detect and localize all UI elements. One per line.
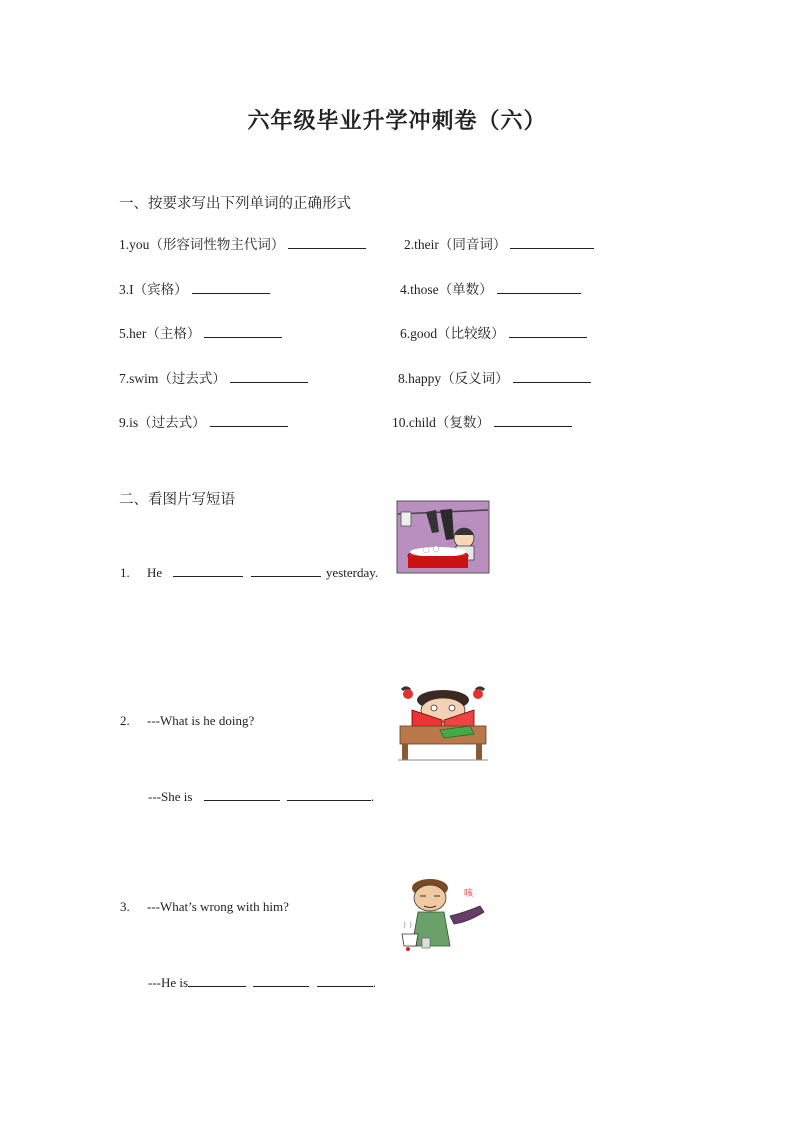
answer-blank[interactable] — [288, 236, 366, 249]
answer-blank[interactable] — [510, 236, 594, 249]
word-item-5 — [119, 322, 282, 342]
answer-blank[interactable] — [253, 974, 309, 987]
question-3-text: ---What’s wrong with him? — [147, 899, 289, 914]
word-item-4 — [400, 278, 581, 298]
word-item-8 — [398, 367, 591, 387]
word-item-label: 1.you（形容词性物主代词） — [119, 237, 285, 252]
answer-2 — [148, 788, 374, 805]
question-3 — [120, 899, 289, 915]
word-item-3 — [119, 278, 270, 298]
question-2-text: ---What is he doing? — [147, 713, 255, 728]
question-number: 2. — [120, 713, 130, 728]
answer-blank[interactable] — [513, 370, 591, 383]
word-item-9 — [119, 411, 288, 431]
word-item-label: 2.their（同音词） — [404, 237, 507, 252]
question-2 — [120, 713, 254, 729]
word-item-label: 10.child（复数） — [392, 415, 490, 430]
question-1-end: yesterday. — [325, 565, 379, 580]
answer-blank[interactable] — [173, 564, 243, 577]
svg-text:咳: 咳 — [464, 889, 474, 899]
word-item-2 — [404, 233, 594, 253]
section-2-heading: 二、看图片写短语 — [119, 492, 235, 508]
answer-blank[interactable] — [497, 281, 581, 294]
answer-3-end: . — [372, 975, 376, 990]
word-item-1 — [119, 233, 366, 253]
word-item-label: 6.good（比较级） — [400, 326, 505, 341]
word-item-label: 5.her（主格） — [119, 326, 201, 341]
washing-clothes-picture — [396, 500, 490, 574]
answer-blank[interactable] — [192, 281, 270, 294]
answer-blank[interactable] — [494, 414, 572, 427]
answer-blank[interactable] — [210, 414, 288, 427]
word-item-label: 9.is（过去式） — [119, 415, 206, 430]
answer-blank[interactable] — [204, 788, 280, 801]
question-1 — [120, 564, 378, 581]
answer-blank[interactable] — [188, 974, 246, 987]
word-item-label: 4.those（单数） — [400, 282, 493, 297]
word-item-label: 8.happy（反义词） — [398, 371, 509, 386]
answer-2-end: . — [370, 789, 375, 804]
answer-blank[interactable] — [317, 974, 373, 987]
page-title: 六年级毕业升学冲刺卷（六） — [247, 108, 547, 133]
question-number: 1. — [120, 565, 130, 580]
answer-blank[interactable] — [251, 564, 321, 577]
answer-blank[interactable] — [230, 370, 308, 383]
answer-blank[interactable] — [509, 325, 587, 338]
word-item-7 — [119, 367, 308, 387]
answer-3-start: ---He is — [148, 975, 189, 990]
answer-blank[interactable] — [204, 325, 282, 338]
word-item-6 — [400, 322, 587, 342]
question-number: 3. — [120, 899, 130, 914]
question-1-start: He — [147, 565, 163, 580]
answer-3 — [148, 974, 376, 991]
word-item-label: 3.I（宾格） — [119, 282, 188, 297]
word-item-10 — [392, 411, 572, 431]
word-item-label: 7.swim（过去式） — [119, 371, 226, 386]
answer-2-start: ---She is — [148, 789, 193, 804]
answer-blank[interactable] — [287, 788, 371, 801]
girl-reading-picture — [396, 686, 490, 762]
section-1-heading: 一、按要求写出下列单词的正确形式 — [119, 196, 351, 212]
sick-boy-picture — [396, 876, 490, 952]
